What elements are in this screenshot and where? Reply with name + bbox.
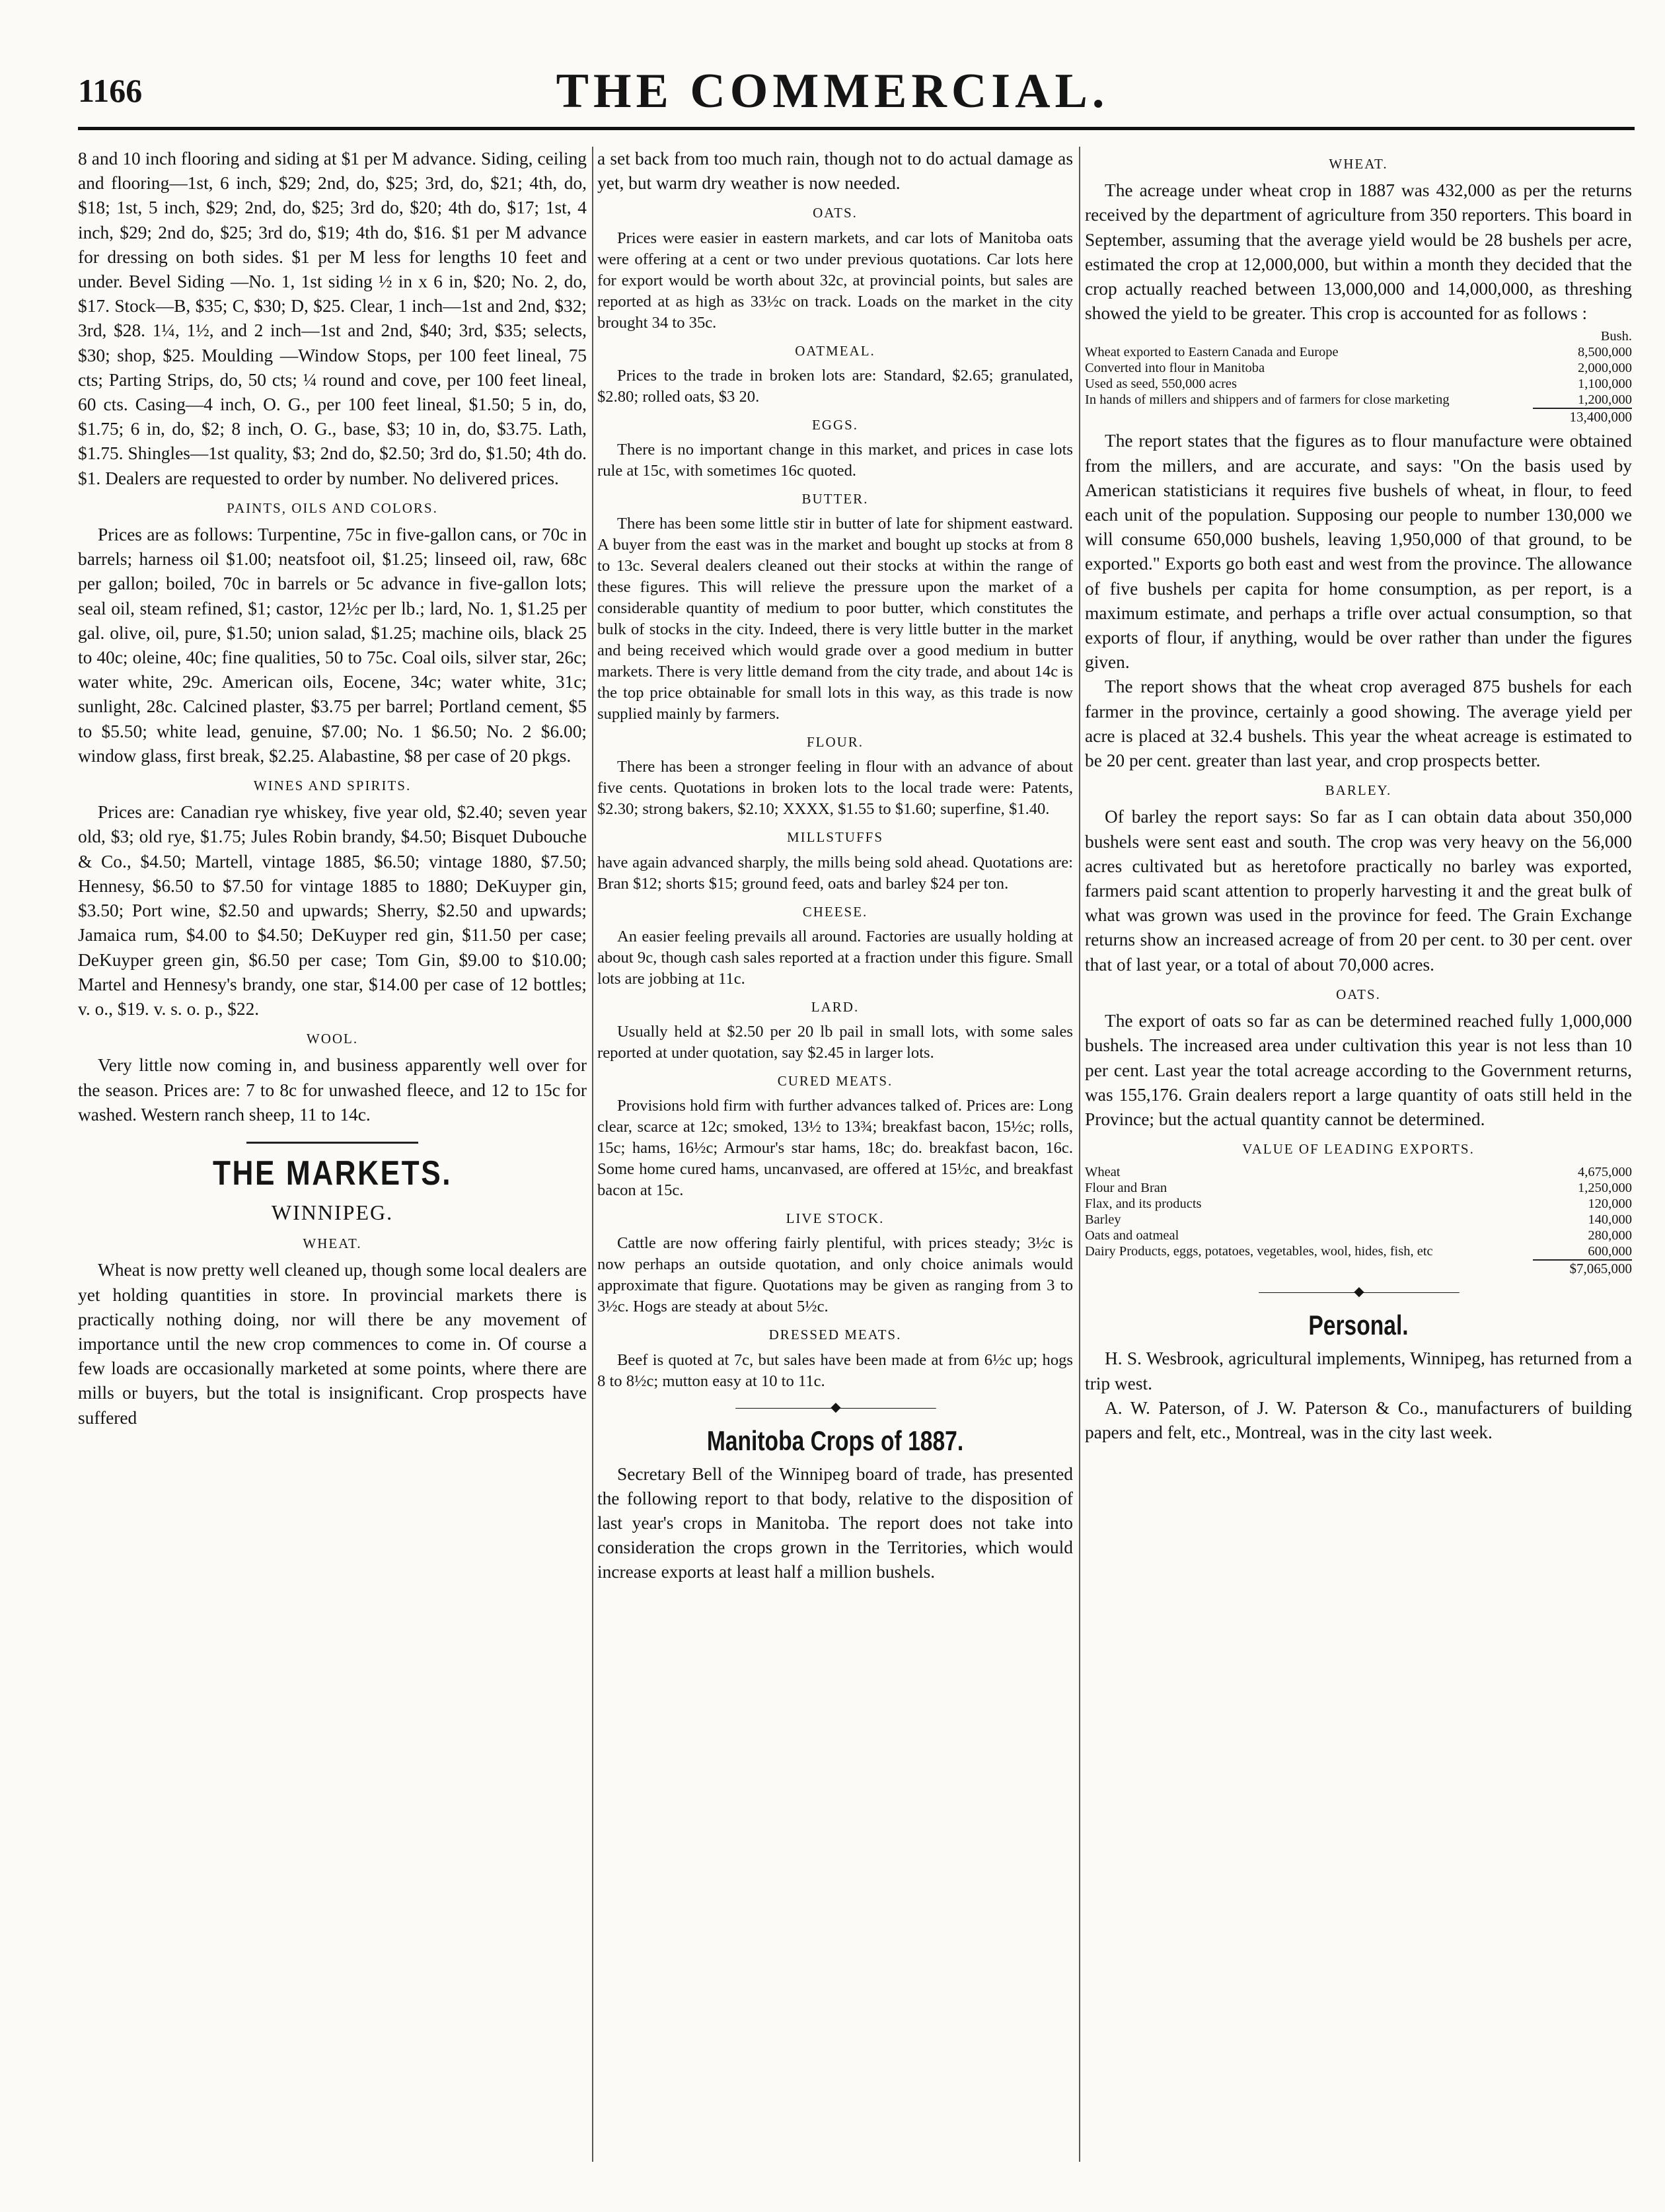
crops-title: Manitoba Crops of 1887. bbox=[706, 1424, 964, 1456]
millstuffs-heading: MILLSTUFFS bbox=[786, 829, 884, 846]
butter-heading: BUTTER. bbox=[801, 491, 869, 507]
table-row: Flax, and its products 120,000 bbox=[1085, 1197, 1632, 1212]
wheat-paragraph: Wheat is now pretty well cleaned up, though some local dealers are yet holding quantities in store. In provincial markets there is practically nothing doing, nor will there be any movement of importance until the new crop commences to come in. Of course a few loads are occasionally marketed at some points, where there are mills or buyers, but the total is insignificant. Crop prospects have suffered bbox=[78, 1260, 587, 1428]
column-2 bbox=[597, 147, 1073, 2168]
markets-title: THE MARKETS. bbox=[212, 1154, 453, 1193]
oatmeal-paragraph: Prices to the trade in broken lots are: Standard, $2.65; granulated, $2.80; rolled oats, $3 20. bbox=[597, 366, 1073, 406]
wool-heading: WOOL. bbox=[306, 1031, 359, 1047]
oats-heading: OATS. bbox=[813, 205, 858, 221]
millstuffs-paragraph: have again advanced sharply, the mills being sold ahead. Quotations are: Bran $12; shorts $15; ground feed, oats and barley $24 per ton. bbox=[597, 853, 1073, 893]
wheat-table bbox=[1085, 328, 1632, 425]
column-separator bbox=[592, 147, 593, 2162]
masthead: THE COMMERCIAL. bbox=[556, 64, 1109, 118]
lard-heading: LARD. bbox=[811, 998, 860, 1015]
live-stock-heading: LIVE STOCK. bbox=[786, 1210, 885, 1227]
cured-meats-heading: CURED MEATS. bbox=[777, 1073, 893, 1089]
personal-item-2: A. W. Paterson, of J. W. Paterson & Co., manufacturers of building papers and felt, etc., Montreal, was in the city last week. bbox=[1085, 1397, 1632, 1442]
table-row: Oats and oatmeal 280,000 bbox=[1085, 1228, 1632, 1243]
ornament-rule: ————————◆———————— bbox=[735, 1399, 935, 1415]
column-1 bbox=[78, 147, 587, 2168]
oats-paragraph: Prices were easier in eastern markets, and car lots of Manitoba oats were offering at a cent or two under previous quotations. Car lots here for export would be worth about 32c, at provincial points, but sales are reported at as high as 33½c on track. Loads on the market in the city brought 34 to 35c. bbox=[597, 229, 1073, 332]
wheat-heading: WHEAT. bbox=[1329, 156, 1388, 172]
exports-table bbox=[1085, 1164, 1632, 1276]
barley-paragraph: Of barley the report says: So far as I can obtain data about 350,000 bushels were sent east and south. The crop was very heavy on the 56,000 acres cultivated but as heretofore practically no barley was exported, farmers paid scant attention to properly harvesting it and the great bulk of what was grown was used in the province for feed. The Grain Exchange returns show an increased acreage of from 20 per cent. to 30 per cent. over that of last year, or a total of about 70,000 acres. bbox=[1085, 807, 1632, 975]
cheese-paragraph: An easier feeling prevails all around. Factories are usually holding at about 9c, though cash sales reported at a fraction under this figure. Small lots are jobbing at 11c. bbox=[597, 927, 1073, 988]
oats-paragraph: The export of oats so far as can be determined reached fully 1,000,000 bushels. The increased area under cultivation this year is not less than 10 per cent. Last year the total acreage according to the Government returns, was 155,176. Grain dealers report a large quantity of oats still held in the Province; but the actual quantity cannot be determined. bbox=[1085, 1011, 1632, 1129]
flour-paragraph: There has been a stronger feeling in flour with an advance of about five cents. Quotations in broken lots to the local trade were: Patents, $2.30; strong bakers, $2.10; XXXX, $1.55 to $1.60; superfine, $1.40. bbox=[597, 758, 1073, 819]
paints-heading: PAINTS, OILS AND COLORS. bbox=[227, 499, 438, 516]
lard-paragraph: Usually held at $2.50 per 20 lb pail in small lots, with some sales reported at under quotation, say $2.45 in larger lots. bbox=[597, 1023, 1073, 1062]
paints-paragraph: Prices are as follows: Turpentine, 75c in five-gallon cans, or 70c in barrels; harness oil $1.00; neatsfoot oil, $1.25; linseed oil, raw, 68c per gallon; boiled, 70c in barrels or 5c advance in five-gallon lots; seal oil, steam refined, $1; castor, 12½c per lb.; lard, No. 1, $1.25 per gal. olive, oil, pure, $1.50; union salad, $1.25; machine oils, black 25 to 40c; oleine, 40c; fine qualities, 50 to 75c. Coal oils, silver star, 26c; water white, 29c. American oils, Eocene, 34c; water white, 31c; sunlight, 28c. Calcined plaster, $3.75 per barrel; Portland cement, $5 to $5.50; white lead, genuine, $7.00; No. 1 $6.50; No. 2 $6.00; window glass, first break, $2.25. Alabastine, $8 per case of 20 pkgs. bbox=[78, 525, 587, 766]
ornament-rule: ————————◆———————— bbox=[1259, 1284, 1458, 1300]
wheat-heading: WHEAT. bbox=[303, 1235, 362, 1252]
header-rule bbox=[78, 127, 1635, 130]
table-row: Used as seed, 550,000 acres 1,100,000 bbox=[1085, 377, 1632, 392]
column-3 bbox=[1085, 147, 1632, 2168]
wheat-total: 13,400,000 bbox=[1533, 408, 1632, 425]
personal-title: Personal. bbox=[1308, 1309, 1409, 1341]
table-row: Wheat exported to Eastern Canada and Europe 8,500,000 bbox=[1085, 345, 1632, 360]
personal-item-1: H. S. Wesbrook, agricultural implements, Winnipeg, has returned from a trip west. bbox=[1085, 1348, 1632, 1393]
oatmeal-heading: OATMEAL. bbox=[795, 342, 875, 359]
wines-paragraph: Prices are: Canadian rye whiskey, five year old, $2.40; seven year old, $3; old rye, $1.75; Jules Robin brandy, $4.50; Bisquet Dubouche & Co., $4.50; Martell, vintage 1885, $6.50; vintage 1880, $7.50; Hennesy, $6.50 to $7.50 for vintage 1885 to 1880; DeKuyper gin, $3.50; Port wine, $2.50 and upwards; Sherry, $2.50 and upwards; Jamaica rum, $4.00 to $4.50; DeKuyper red gin, $11.50 per case; DeKuyper green gin, $6.50 per case; Tom Gin, $9.00 to $10.00; Martel and Hennesy's brandy, one star, $14.00 per case of 12 bottles; v. o., $19. v. s. o. p., $22. bbox=[78, 802, 587, 1019]
dressed-meats-paragraph: Beef is quoted at 7c, but sales have been made at from 6½c up; hogs 8 to 8½c; mutton easy at 10 to 11c. bbox=[597, 1350, 1073, 1390]
bush-label: Bush. bbox=[1600, 329, 1632, 344]
eggs-paragraph: There is no important change in this market, and prices in case lots rule at 15c, with sometimes 16c quoted. bbox=[597, 441, 1073, 480]
crops-paragraph: Secretary Bell of the Winnipeg board of trade, has presented the following report to that body, relative to the disposition of last year's crops in Manitoba. The report does not take into consideration the crops grown in the Territories, which would increase exports at least half a million bushels. bbox=[597, 1463, 1073, 1582]
city-heading: WINNIPEG. bbox=[271, 1200, 394, 1224]
flour-heading: FLOUR. bbox=[806, 734, 864, 751]
table-row: Converted into flour in Manitoba 2,000,000 bbox=[1085, 361, 1632, 376]
wheat-continued: a set back from too much rain, though not to do actual damage as yet, but warm dry weather is now needed. bbox=[597, 149, 1073, 194]
table-row: Dairy Products, eggs, potatoes, vegetables, wool, hides, fish, etc 600,000 bbox=[1085, 1244, 1632, 1259]
wheat-paragraph: The acreage under wheat crop in 1887 was 432,000 as per the returns received by the department of agriculture from 350 reporters. This board in September, assuming that the average yield would be 28 bushels per acre, estimated the crop at 12,000,000, but within a month they decided that the crop actually reached between 13,000,000 and 14,000,000, as threshing showed the yield to be greater. This crop is accounted for as follows : bbox=[1085, 180, 1632, 324]
wines-heading: WINES AND SPIRITS. bbox=[253, 778, 412, 794]
dressed-meats-heading: DRESSED MEATS. bbox=[768, 1327, 902, 1343]
butter-paragraph: There has been some little stir in butter of late for shipment eastward. A buyer from the east was in the market and bought up stocks at from 8 to 13c. Several dealers cleaned out their stocks at within the range of these figures. This will relieve the pressure upon the market of a considerable quantity of medium to poor butter, which constitutes the bulk of stocks in the city. Indeed, there is very little butter in the market and being received which would grade over a good medium in butter markets. There is very little demand from the city trade, and about 14c is the top price obtainable for small lots in this way, as this trade is now supplied mainly by farmers. bbox=[597, 515, 1073, 723]
exports-total: $7,065,000 bbox=[1533, 1259, 1632, 1276]
oats-heading: OATS. bbox=[1336, 986, 1381, 1002]
table-row: In hands of millers and shippers and of farmers for close marketing 1,200,000 bbox=[1085, 392, 1632, 408]
table-row: Flour and Bran 1,250,000 bbox=[1085, 1181, 1632, 1196]
cured-meats-paragraph: Provisions hold firm with further advances talked of. Prices are: Long clear, scarce at 12c; smoked, 13½ to 13¾; breakfast bacon, 15½c; rolls, 15c; hams, 16½c; Armour's star hams, 18c; do. breakfast bacon, 16c. Some home cured hams, uncanvased, are offered at 15½c, and breakfast bacon at 15c. bbox=[597, 1097, 1073, 1200]
section-rule bbox=[246, 1142, 418, 1144]
table-row: Barley 140,000 bbox=[1085, 1212, 1632, 1228]
table-row: Wheat 4,675,000 bbox=[1085, 1165, 1632, 1180]
exports-heading: VALUE OF LEADING EXPORTS. bbox=[1242, 1141, 1475, 1158]
wool-paragraph: Very little now coming in, and business apparently well over for the season. Prices are: 7 to 8c for unwashed fleece, and 12 to 15c for washed. Western ranch sheep, 11 to 14c. bbox=[78, 1055, 587, 1124]
report-paragraph-2: The report shows that the wheat crop averaged 875 bushels for each farmer in the province, certainly a good showing. The average yield per acre is placed at 32.4 bushels. This year the wheat acreage is estimated to be 20 per cent. greater than last year, and crop prospects better. bbox=[1085, 677, 1632, 771]
report-paragraph: The report states that the figures as to flour manufacture were obtained from the millers, and are accurate, and says: "On the basis used by American statisticians it requires five bushels of wheat, in flour, to feed each unit of the population. Supposing our people to number 130,000 we will consume 650,000 bushels, leaving 1,950,000 of that ground, to be exported." Exports go both east and west from the province. The allowance of five bushels per capita for home consumption, as per report, is a maximum estimate, and perhaps a trifle over actual consumption, so that exports of flour, if anything, would be over rather than under the figures given. bbox=[1085, 431, 1632, 673]
live-stock-paragraph: Cattle are now offering fairly plentiful, with prices steady; 3½c is now perhaps an outside quotation, and only choice animals would approximate that figure. Quotations may be given as ranging from 3 to 3½c. Hogs are steady at about 5½c. bbox=[597, 1234, 1073, 1316]
barley-heading: BARLEY. bbox=[1325, 782, 1392, 799]
cheese-heading: CHEESE. bbox=[802, 903, 868, 920]
lumber-paragraph: 8 and 10 inch flooring and siding at $1 per M advance. Siding, ceiling and flooring—1st, 6 inch, $29; 2nd, do, $25; 3rd, do, $21; 4th, do, $18; 1st, 5 inch, $29; 2nd, do, $25; 3rd do, $20; 4th do, $17; 1st, 4 inch, $29; 2nd do, $25; 3rd do, $19; 4th do, $16. $1 per M advance for dressing on both sides. $1 per M less for lengths 10 feet and under. Bevel Siding —No. 1, 1st siding ½ in x 6 in, $20; No. 2, do, $17. Stock—B, $35; C, $30; D, $25. Clear, 1 inch—1st and 2nd, $32; 3rd, $28. 1¼, 1½, and 2 inch—1st and 2nd, $40; 3rd, $35; selects, $30; shop, $25. Moulding —Window Stops, per 100 feet lineal, 75 cts; Parting Strips, do, 50 cts; ¼ round and cove, per 100 feet lineal, 60 cts. Casing—4 inch, O. G., per 100 feet lineal, $1.50; 5 in, do, $1.75; 6 in, do, $2; 8 inch, O. G., base, $3; 10 in, do, $3.75. Lath, $1.75. Shingles—1st quality, $3; 2nd do, $2.50; 3rd do, $1.50; 4th do. $1. Dealers are requested to order by number. No delivered prices. bbox=[78, 149, 587, 488]
column-separator bbox=[1079, 147, 1080, 2162]
eggs-heading: EGGS. bbox=[811, 416, 859, 433]
page-number: 1166 bbox=[78, 72, 143, 109]
